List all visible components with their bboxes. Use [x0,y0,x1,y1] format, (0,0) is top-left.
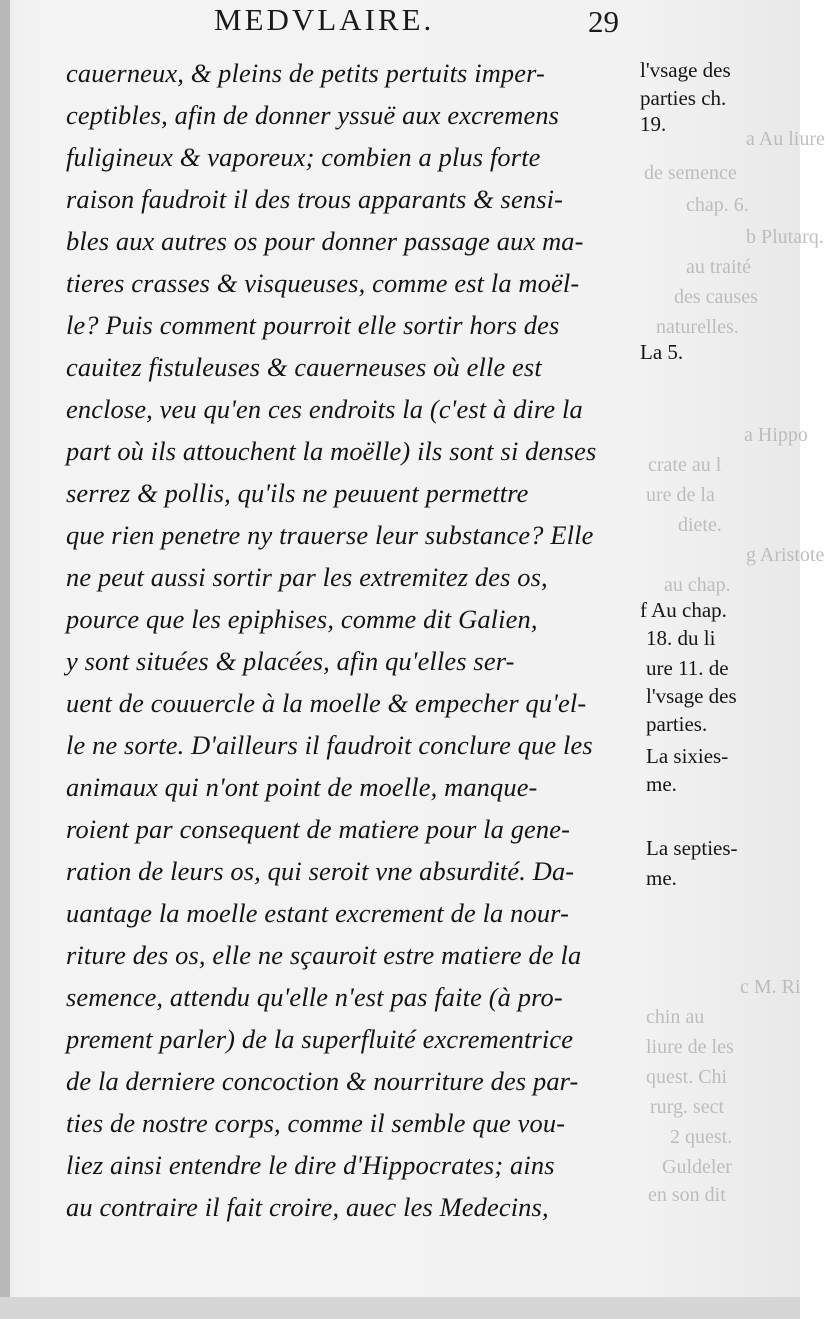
text-line: roient par consequent de matiere pour la gene- [66,814,571,844]
text-line: cauerneux, & pleins de petits pertuits imper- [66,58,545,88]
bleed-line: g Aristote [746,544,825,566]
page-bottom-edge [0,1297,800,1319]
margin-note-line: 18. du li [646,626,716,650]
text-line: uent de couuercle à la moelle & empecher qu'el- [66,688,587,718]
text-line: enclose, veu qu'en ces endroits la (c'est à dire la [66,394,583,424]
bleed-line: des causes [674,286,758,308]
bleed-line: c M. Ri [740,976,801,998]
text-line: uantage la moelle estant excrement de la nour- [66,898,570,928]
bleed-line: liure de les [646,1036,734,1058]
text-line: ration de leurs os, qui seroit vne absurdité. Da- [66,856,575,886]
margin-note-line: l'vsage des [646,684,737,708]
bleed-line: au chap. [664,574,731,596]
margin-note-line: La sixies- [646,744,729,768]
page-edge-shadow [0,0,10,1319]
bleed-line: rurg. sect [650,1096,725,1118]
margin-note-line: l'vsage des [640,58,731,82]
bleed-line: chin au [646,1006,705,1028]
page-number: 29 [588,4,619,39]
text-line: ceptibles, afin de donner yssuë aux excremens [66,100,560,130]
text-line: tieres crasses & visqueuses, comme est la moël- [66,268,580,298]
text-line: raison faudroit il des trous apparants & sensi- [66,184,564,214]
bleed-line: diete. [678,514,722,536]
margin-note-line: La 5. [640,340,684,364]
margin-note-line: parties. [646,712,708,736]
text-line: part où ils attouchent la moëlle) ils sont si denses [66,436,597,466]
bleed-line: au traité [686,256,751,278]
bleed-line: quest. Chi [646,1066,728,1088]
bleed-line: a Hippo [744,424,808,446]
text-line: semence, attendu qu'elle n'est pas faite (à pro- [66,982,563,1012]
text-line: liez ainsi entendre le dire d'Hippocrates; ains [66,1150,555,1180]
text-line: animaux qui n'ont point de moelle, manque- [66,772,538,802]
bleed-line: b Plutarq. [746,226,824,248]
text-line: ties de nostre corps, comme il semble que vou- [66,1108,566,1138]
text-line: bles aux autres os pour donner passage aux ma- [66,226,584,256]
body-text [66,52,640,1228]
bleed-line: crate au l [648,454,722,476]
text-line: au contraire il fait croire, auec les Medecins, [66,1192,549,1222]
margin-note-line: La septies- [646,836,738,860]
bleed-line: chap. 6. [686,194,749,216]
text-line: ne peut aussi sortir par les extremitez des os, [66,562,548,592]
bleed-line: 2 quest. [670,1126,733,1148]
text-line: fuligineux & vaporeux; combien a plus forte [66,142,541,172]
text-line: serrez & pollis, qu'ils ne peuuent permettre [66,478,529,508]
bleed-line: ure de la [646,484,715,506]
margin-note-line: 19. [640,112,667,136]
text-line: pource que les epiphises, comme dit Galien, [66,604,538,634]
margin-note-line: me. [646,866,677,890]
bleed-line: a Au liure [746,128,825,150]
text-line: de la derniere concoction & nourriture des par- [66,1066,579,1096]
bleed-line: Guldeler [662,1156,732,1178]
text-line: prement parler) de la superfluité excrementrice [66,1024,574,1054]
margin-note-line: f Au chap. [640,598,727,622]
bleed-line: en son dit [648,1184,726,1206]
text-line: cauitez fistuleuses & cauerneuses où elle est [66,352,542,382]
text-line: le? Puis comment pourroit elle sortir hors des [66,310,560,340]
margin-note-line: parties ch. [640,86,727,110]
margin-note-line: me. [646,772,677,796]
text-line: que rien penetre ny trauerse leur substance? Elle [66,520,594,550]
margin-note-line: ure 11. de [646,656,729,680]
text-line: y sont situées & placées, afin qu'elles ser- [66,646,515,676]
text-line: le ne sorte. D'ailleurs il faudroit conclure que les [66,730,593,760]
text-line: riture des os, elle ne sçauroit estre matiere de la [66,940,582,970]
running-head: MEDVLAIRE. [214,2,435,37]
bleed-line: naturelles. [656,316,739,338]
bleed-line: de semence [644,162,737,184]
